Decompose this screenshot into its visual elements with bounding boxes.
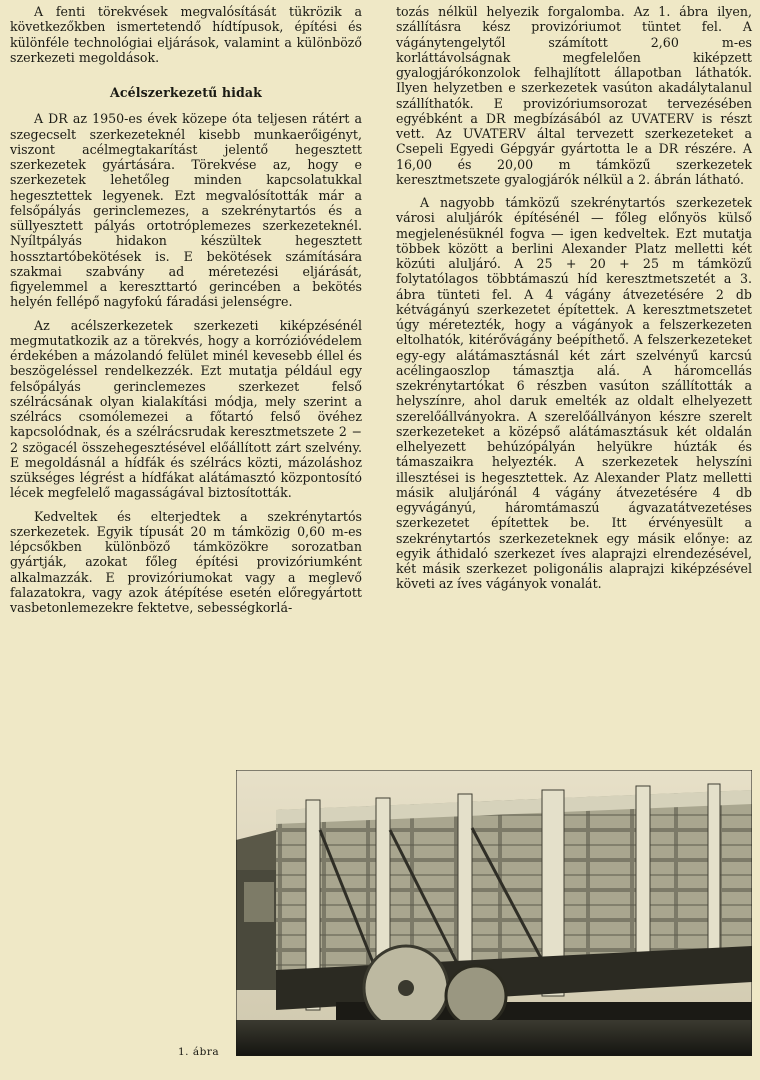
section-heading: Acélszerkezetű hidak [109, 85, 263, 100]
paragraph-corrosion: Az acélszerkezetek szerkezeti kiképzésénél megmutatkozik az a törekvés, hogy a korrózióvédelem érdekében a mázolandó felület minél kevesebb éllel és beszögeléssel rendelkezzék. Ezt mutatja például egy felsőpályás gerinclemezes szerkezet felső szélrácsának olyan kialakítási módja, mely szerint a szélrács csomólemezei a főtartó felső övéhez kapcsolódnak, és a szélrácsrudak keresztmetszete 2 − 2 szögacél összehegesztésével előállított zárt szelvény. E megoldásnál a hídfák és szélrács közti, mázoláshoz szükséges légrést a hídfákat alátámasztó központosító lécek megfelelő magasságával biztosították. [10, 317, 362, 501]
paragraph-box-girders: Kedveltek és elterjedtek a szekrénytartós szerkezetek. Egyik típusát 20 m támközig 0,60 m-es lépcsőkben különböző támközökre sorozatban gyártják, azokat főleg építési provizóriumként alkalmazzák. E provizóriumokat vagy a meglevő falazatokra, vagy azok átépítése esetén előregyártott vasbetonlemezekre fektetve, sebességkorlá- [10, 508, 362, 615]
right-column [396, 4, 752, 592]
paragraph-steel-bridges: A DR az 1950-es évek közepe óta teljesen rátért a szegecselt szerkezeteknél kisebb munkaerőigényt, viszont acélmegtakarítást jelentő hegesztett szerkezetek gyártására. Törekvése az, hogy e szerkezetek lehetőleg minden kapcsolatukkal hegesztettek legyenek. Ezt megvalósították már a felsőpályás gerinclemezes, a szekrénytartós és a süllyesztett pályás ortotróplemezes szerkezeteknél. Nyíltpályás hidakon készültek hegesztett hossztartóbekötések is. E bekötések számítására szakmai szabvány ad méretezési eljárását, figyelemmel a kereszttartó gerincében a bekötés helyén fellépő nagyfokú fáradási jelenségre. [10, 111, 362, 310]
figure-photo [236, 770, 752, 1056]
left-column [10, 4, 362, 615]
paragraph-underpasses: A nagyobb támközű szekrénytartós szerkezetek városi aluljárók építésénél — főleg előnyös külső megjelenésüknél fogva — igen kedveltek. Ezt mutatja többek között a berlini Alexander Platz melletti két közúti aluljáró. A 25 + 20 + 25 m támközű folytatólagos többtámaszú híd keresztmetszetét a 3. ábra tünteti fel. A 4 vágány átvezetésére 2 db kétvágányú szerkezetet építettek. A keresztmetszetet úgy méretezték, hogy a vágányok a felszerkezeten eltolhatók, kitérővágány beépíthető. A felszerkezeteket egy-egy alátámasztásnál két zárt szelvényű karcsú acélingaoszlop támasztja alá. A háromcellás szekrénytartókat 6 részben vasúton szállították a helyszínre, ahol daruk emelték az oldalt elhelyezett szerelőállványokra. A szerelőállványon készre szerelt szerkezeteket a középső alátámasztásuk két oldalán elhelyezett behúzópályán helyükre húzták és támaszaikra helyezték. A szerkezetek helyszíni illesztései is hegesztettek. Az Alexander Platz melletti másik aluljárónál 4 vágány átvezetésére 4 db egyvágányú, háromtámaszú ágvazatátvezetéses szerkezetet építettek be. Itt érvényesült a szekrénytartós szerkezeteknek egy másik előnye: az egyik áthidaló szerkezet íves alaprajzi elrendezésével, két másik szerkezet poligonális alaprajzi kiképzésével követi az íves vágányok vonalát. [396, 195, 752, 592]
box-girder-wagon-photo [236, 770, 752, 1056]
paragraph-provisorium: tozás nélkül helyezik forgalomba. Az 1. ábra ilyen, szállításra kész provizóriumot tüntet fel. A vágánytengelytől számított 2,60 m-es korláttávolságnak megfelelően kiképzett gyalogjárókonzolok felhajlított állapotban láthatók. Ilyen helyzetben e szerkezetek vasúton akadálytalanul szállíthatók. E provizóriumsorozat tervezésében egyébként a DR megbízásából az UVATERV is részt vett. Az UVATERV által tervezett szerkezeteket a Csepeli Egyedi Gépgyár gyártotta le a DR részére. A 16,00 és 20,00 m támközű szerkezetek keresztmetszete gyalogjárók nélkül a 2. ábrán látható. [396, 4, 752, 187]
intro-paragraph: A fenti törekvések megvalósítását tükrözik a következőkben ismertetendő hídtípusok, építési és különféle technológiai eljárások, valamint a különböző szerkezeti megoldások. [10, 4, 362, 65]
figure-caption: 1. ábra [178, 1046, 220, 1058]
